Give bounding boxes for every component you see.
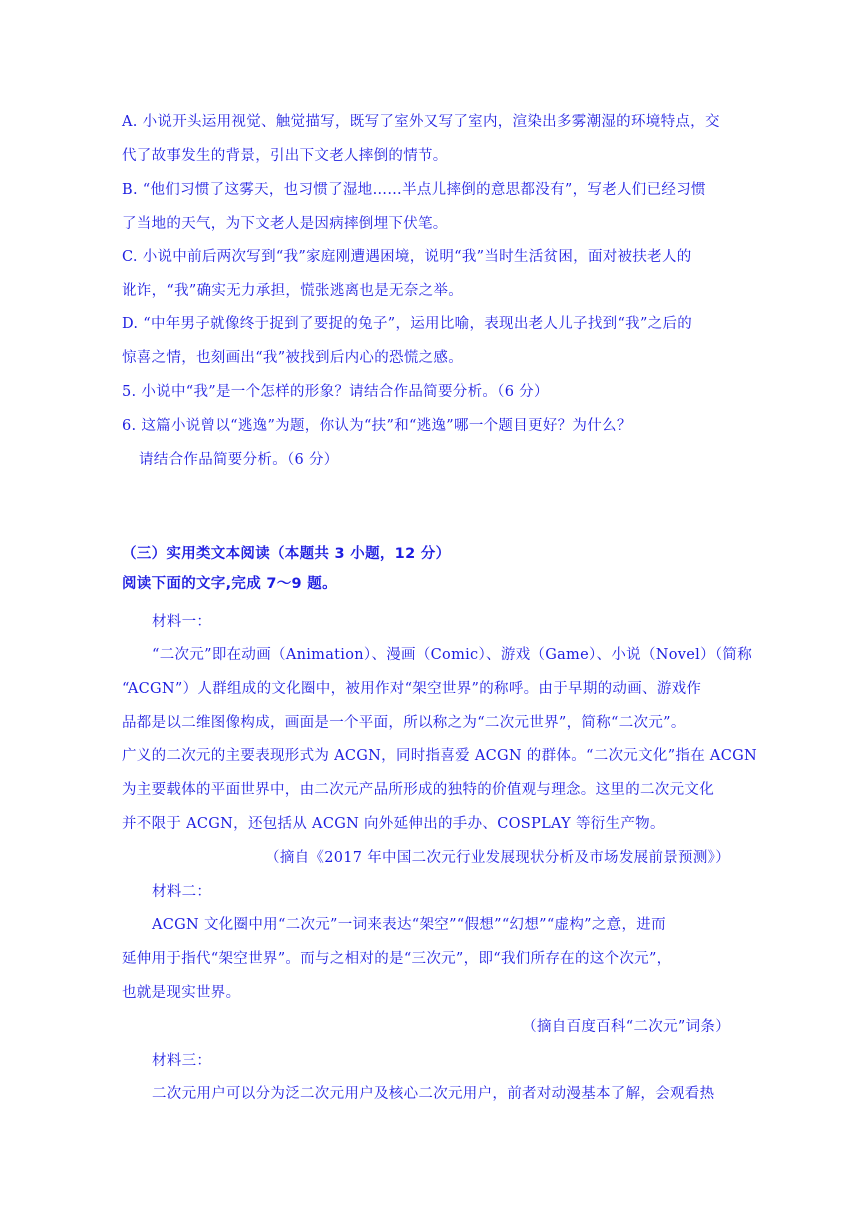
question-6-line2: 请结合作品简要分析。（6 分） [139,452,339,468]
material1-line: 并不限于 ACGN，还包括从 ACGN 向外延伸出的手办、COSPLAY 等衍生产物。 [122,816,665,832]
material3-line: 二次元用户可以分为泛二次元用户及核心二次元用户，前者对动漫基本了解，会观看热 [152,1086,715,1102]
material1-line: “二次元”即在动画（Animation）、漫画（Comic）、游戏（Game）、小说（Novel）（简称 [152,647,753,663]
option-d-line1: D. “中年男子就像终于捉到了要捉的兔子”，运用比喻，表现出老人儿子找到“我”之后的 [122,316,693,332]
material2-source: （摘自百度百科“二次元”词条） [522,1019,730,1035]
option-a-line2: 代了故事发生的背景，引出下文老人摔倒的情节。 [122,148,448,164]
option-c-line1: C. 小说中前后两次写到“我”家庭刚遭遇困境，说明“我”当时生活贫困，面对被扶老人的 [122,249,692,265]
option-a-line1: A. 小说开头运用视觉、触觉描写，既写了室外又写了室内，渲染出多雾潮湿的环境特点，交 [122,114,720,130]
material1-heading: 材料一： [152,614,212,630]
material2-line: ACGN 文化圈中用“二次元”一词来表达“架空”“假想”“幻想”“虚构”之意，进而 [152,917,666,933]
material2-line: 也就是现实世界。 [122,985,241,1001]
material1-line: 为主要载体的平面世界中，由二次元产品所形成的独特的价值观与理念。这里的二次元文化 [122,782,714,798]
option-b-line2: 了当地的天气，为下文老人是因病摔倒埋下伏笔。 [122,216,448,232]
material1-line: 品都是以二维图像构成，画面是一个平面，所以称之为“二次元世界”，简称“二次元”。 [122,715,686,731]
material1-line: 广义的二次元的主要表现形式为 ACGN，同时指喜爱 ACGN 的群体。“二次元文化”指在 ACGN [122,748,757,764]
material1-source: （摘自《2017 年中国二次元行业发展现状分析及市场发展前景预测》） [265,850,730,866]
question-6-line1: 6. 这篇小说曾以“逃逸”为题，你认为“扶”和“逃逸”哪一个题目更好？为什么？ [122,418,632,434]
section-instruction: 阅读下面的文字,完成 7～9 题。 [122,576,337,592]
material1-line: “ACGN”）人群组成的文化圈中，被用作对“架空世界”的称呼。由于早期的动画、游戏作 [122,681,702,697]
question-5: 5. 小说中“我”是一个怎样的形象？请结合作品简要分析。（6 分） [122,384,549,400]
material3-heading: 材料三： [152,1053,212,1069]
option-c-line2: 讹诈，“我”确实无力承担，慌张逃离也是无奈之举。 [122,283,464,299]
section-title: （三）实用类文本阅读（本题共 3 小题，12 分） [122,546,451,562]
option-b-line1: B. “他们习惯了这雾天，也习惯了湿地……半点儿摔倒的意思都没有”，写老人们已经习惯 [122,182,706,198]
option-d-line2: 惊喜之情，也刻画出“我”被找到后内心的恐慌之感。 [122,350,464,366]
material2-heading: 材料二： [152,884,212,900]
material2-line: 延伸用于指代“架空世界”。而与之相对的是“三次元”，即“我们所存在的这个次元”， [122,951,672,967]
